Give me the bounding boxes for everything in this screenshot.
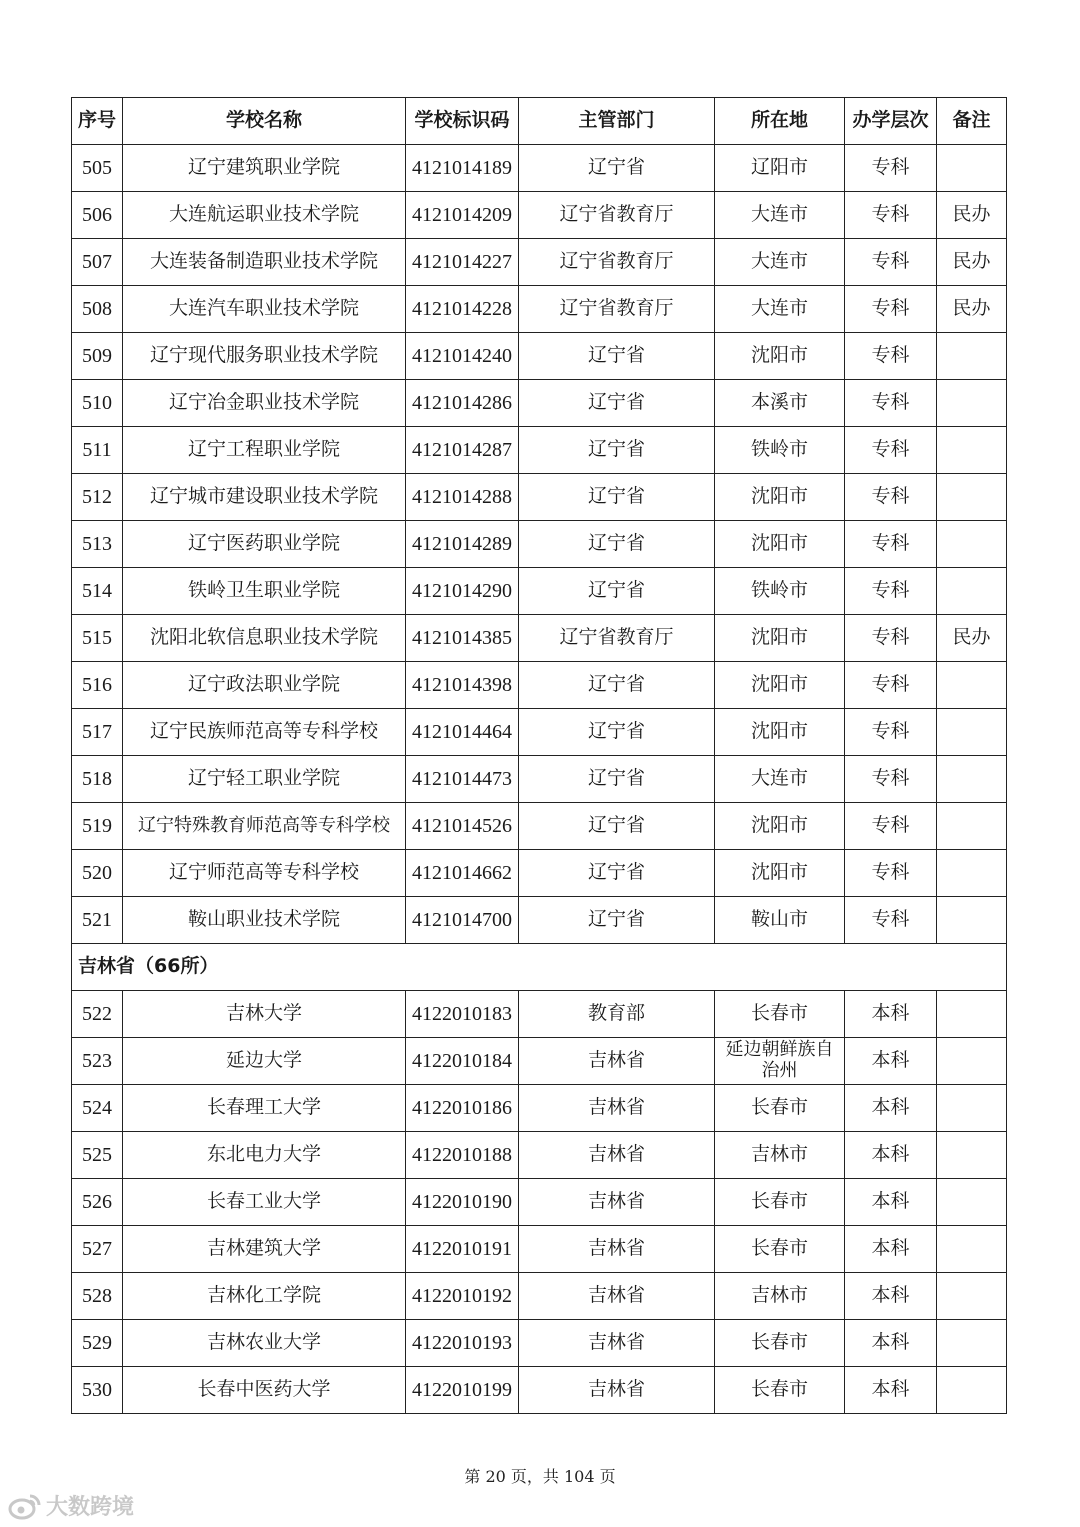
table-row (72, 662, 1007, 709)
cell-department: 辽宁省 (519, 897, 715, 944)
cell-seq: 514 (72, 568, 123, 615)
cell-school-name: 延边大学 (123, 1038, 406, 1085)
cell-school-name: 辽宁城市建设职业技术学院 (123, 474, 406, 521)
cell-department: 教育部 (519, 991, 715, 1038)
cell-school-name: 辽宁特殊教育师范高等专科学校 (123, 803, 406, 850)
cell-school-code: 4121014526 (406, 803, 519, 850)
cell-note (937, 1085, 1007, 1132)
table-row (72, 568, 1007, 615)
cell-school-code: 4122010190 (406, 1179, 519, 1226)
cell-school-code: 4121014290 (406, 568, 519, 615)
cell-location: 沈阳市 (715, 709, 845, 756)
table-row (72, 756, 1007, 803)
table-row (72, 897, 1007, 944)
cell-school-code: 4121014228 (406, 286, 519, 333)
table-header-row (72, 98, 1007, 145)
cell-level: 专科 (845, 239, 937, 286)
cell-level: 专科 (845, 850, 937, 897)
cell-level: 专科 (845, 380, 937, 427)
cell-seq: 508 (72, 286, 123, 333)
cell-department: 吉林省 (519, 1038, 715, 1085)
cell-school-code: 4122010186 (406, 1085, 519, 1132)
table-row (72, 1132, 1007, 1179)
cell-school-name: 辽宁工程职业学院 (123, 427, 406, 474)
cell-seq: 512 (72, 474, 123, 521)
cell-note (937, 803, 1007, 850)
cell-location: 沈阳市 (715, 474, 845, 521)
cell-location: 鞍山市 (715, 897, 845, 944)
cell-note (937, 850, 1007, 897)
cell-location: 铁岭市 (715, 568, 845, 615)
cell-department: 吉林省 (519, 1226, 715, 1273)
cell-seq: 507 (72, 239, 123, 286)
cell-school-code: 4121014189 (406, 145, 519, 192)
cell-location: 沈阳市 (715, 803, 845, 850)
table-row (72, 474, 1007, 521)
table-row (72, 380, 1007, 427)
cell-location: 大连市 (715, 239, 845, 286)
cell-location: 长春市 (715, 1320, 845, 1367)
cell-school-name: 铁岭卫生职业学院 (123, 568, 406, 615)
cell-note (937, 427, 1007, 474)
cell-level: 专科 (845, 333, 937, 380)
table-row (72, 192, 1007, 239)
table-row (72, 333, 1007, 380)
cell-department: 吉林省 (519, 1132, 715, 1179)
cell-seq: 505 (72, 145, 123, 192)
table-row (72, 1226, 1007, 1273)
cell-level: 专科 (845, 615, 937, 662)
header-location: 所在地 (715, 98, 845, 145)
cell-department: 辽宁省教育厅 (519, 286, 715, 333)
table-row (72, 1038, 1007, 1085)
cell-level: 本科 (845, 1320, 937, 1367)
cell-seq: 511 (72, 427, 123, 474)
table-row (72, 991, 1007, 1038)
cell-level: 专科 (845, 145, 937, 192)
cell-seq: 526 (72, 1179, 123, 1226)
cell-location: 长春市 (715, 1226, 845, 1273)
cell-department: 辽宁省教育厅 (519, 192, 715, 239)
cell-note (937, 991, 1007, 1038)
cell-seq: 510 (72, 380, 123, 427)
header-department: 主管部门 (519, 98, 715, 145)
cell-school-code: 4122010199 (406, 1367, 519, 1414)
cell-level: 专科 (845, 192, 937, 239)
cell-seq: 515 (72, 615, 123, 662)
cell-note: 民办 (937, 286, 1007, 333)
cell-department: 辽宁省 (519, 756, 715, 803)
cell-department: 吉林省 (519, 1179, 715, 1226)
header-seq: 序号 (72, 98, 123, 145)
cell-school-name: 吉林化工学院 (123, 1273, 406, 1320)
cell-school-name: 长春工业大学 (123, 1179, 406, 1226)
table-row (72, 145, 1007, 192)
cell-school-code: 4121014240 (406, 333, 519, 380)
cell-note: 民办 (937, 239, 1007, 286)
cell-level: 专科 (845, 568, 937, 615)
table-row (72, 521, 1007, 568)
cell-department: 辽宁省 (519, 333, 715, 380)
table-row (72, 850, 1007, 897)
jilin-rows (72, 991, 1007, 1414)
cell-school-code: 4121014287 (406, 427, 519, 474)
watermark (8, 1490, 134, 1521)
cell-location: 沈阳市 (715, 615, 845, 662)
table-row (72, 427, 1007, 474)
cell-seq: 521 (72, 897, 123, 944)
cell-level: 本科 (845, 1132, 937, 1179)
cell-location: 长春市 (715, 1367, 845, 1414)
cell-location: 大连市 (715, 192, 845, 239)
cell-school-name: 辽宁民族师范高等专科学校 (123, 709, 406, 756)
cell-school-name: 沈阳北软信息职业技术学院 (123, 615, 406, 662)
cell-location: 大连市 (715, 756, 845, 803)
cell-level: 本科 (845, 1226, 937, 1273)
cell-seq: 509 (72, 333, 123, 380)
header-level: 办学层次 (845, 98, 937, 145)
cell-school-name: 辽宁轻工职业学院 (123, 756, 406, 803)
section-row (72, 944, 1007, 991)
table-row (72, 286, 1007, 333)
cell-school-name: 鞍山职业技术学院 (123, 897, 406, 944)
cell-department: 辽宁省 (519, 474, 715, 521)
cell-seq: 527 (72, 1226, 123, 1273)
cell-note: 民办 (937, 192, 1007, 239)
header-school-name: 学校名称 (123, 98, 406, 145)
cell-school-code: 4121014473 (406, 756, 519, 803)
cell-school-code: 4122010191 (406, 1226, 519, 1273)
cell-location: 长春市 (715, 991, 845, 1038)
cell-level: 专科 (845, 662, 937, 709)
cell-note (937, 1320, 1007, 1367)
cell-location: 沈阳市 (715, 333, 845, 380)
cell-note (937, 568, 1007, 615)
cell-level: 专科 (845, 709, 937, 756)
cell-note (937, 333, 1007, 380)
table-row (72, 239, 1007, 286)
cell-school-name: 大连航运职业技术学院 (123, 192, 406, 239)
cell-level: 本科 (845, 1085, 937, 1132)
cell-note (937, 1038, 1007, 1085)
cell-department: 辽宁省 (519, 803, 715, 850)
cell-seq: 529 (72, 1320, 123, 1367)
table-row (72, 803, 1007, 850)
cell-location: 本溪市 (715, 380, 845, 427)
cell-school-code: 4121014700 (406, 897, 519, 944)
cell-school-code: 4121014398 (406, 662, 519, 709)
cell-level: 本科 (845, 991, 937, 1038)
cell-location: 吉林市 (715, 1273, 845, 1320)
liaoning-rows (72, 145, 1007, 944)
weibo-logo-icon (8, 1492, 42, 1520)
cell-location: 长春市 (715, 1179, 845, 1226)
cell-school-name: 吉林大学 (123, 991, 406, 1038)
cell-department: 辽宁省 (519, 380, 715, 427)
cell-seq: 525 (72, 1132, 123, 1179)
cell-school-name: 吉林农业大学 (123, 1320, 406, 1367)
cell-department: 吉林省 (519, 1320, 715, 1367)
cell-level: 专科 (845, 803, 937, 850)
section-title: 吉林省（66所） (72, 944, 1007, 991)
cell-location: 延边朝鲜族自治州 (715, 1038, 845, 1085)
table-row (72, 1367, 1007, 1414)
cell-seq: 524 (72, 1085, 123, 1132)
cell-note (937, 1367, 1007, 1414)
cell-level: 专科 (845, 521, 937, 568)
cell-note (937, 474, 1007, 521)
cell-school-code: 4122010183 (406, 991, 519, 1038)
cell-seq: 513 (72, 521, 123, 568)
cell-school-name: 吉林建筑大学 (123, 1226, 406, 1273)
cell-school-code: 4121014289 (406, 521, 519, 568)
cell-department: 吉林省 (519, 1367, 715, 1414)
cell-department: 辽宁省 (519, 662, 715, 709)
cell-school-code: 4121014209 (406, 192, 519, 239)
cell-department: 辽宁省 (519, 427, 715, 474)
table-row (72, 1320, 1007, 1367)
cell-level: 专科 (845, 427, 937, 474)
cell-note (937, 521, 1007, 568)
cell-department: 辽宁省 (519, 521, 715, 568)
cell-school-code: 4121014286 (406, 380, 519, 427)
cell-seq: 523 (72, 1038, 123, 1085)
cell-department: 辽宁省教育厅 (519, 615, 715, 662)
cell-school-code: 4121014288 (406, 474, 519, 521)
cell-school-name: 辽宁医药职业学院 (123, 521, 406, 568)
cell-school-code: 4122010193 (406, 1320, 519, 1367)
cell-school-name: 辽宁政法职业学院 (123, 662, 406, 709)
cell-location: 沈阳市 (715, 850, 845, 897)
cell-school-name: 辽宁师范高等专科学校 (123, 850, 406, 897)
cell-note (937, 709, 1007, 756)
cell-school-code: 4122010192 (406, 1273, 519, 1320)
cell-note (937, 662, 1007, 709)
cell-location: 沈阳市 (715, 521, 845, 568)
cell-school-name: 长春理工大学 (123, 1085, 406, 1132)
cell-level: 专科 (845, 474, 937, 521)
cell-location: 辽阳市 (715, 145, 845, 192)
cell-seq: 506 (72, 192, 123, 239)
cell-note (937, 1179, 1007, 1226)
cell-school-name: 大连汽车职业技术学院 (123, 286, 406, 333)
cell-department: 辽宁省 (519, 568, 715, 615)
cell-level: 专科 (845, 756, 937, 803)
table-row (72, 709, 1007, 756)
cell-note (937, 1132, 1007, 1179)
cell-school-code: 4121014227 (406, 239, 519, 286)
cell-school-name: 长春中医药大学 (123, 1367, 406, 1414)
table-row (72, 1179, 1007, 1226)
cell-department: 辽宁省教育厅 (519, 239, 715, 286)
cell-school-name: 辽宁冶金职业技术学院 (123, 380, 406, 427)
cell-location: 大连市 (715, 286, 845, 333)
cell-note (937, 897, 1007, 944)
cell-location: 沈阳市 (715, 662, 845, 709)
table-row (72, 1085, 1007, 1132)
cell-school-code: 4122010188 (406, 1132, 519, 1179)
cell-level: 本科 (845, 1273, 937, 1320)
cell-seq: 518 (72, 756, 123, 803)
cell-location: 吉林市 (715, 1132, 845, 1179)
cell-level: 专科 (845, 286, 937, 333)
cell-seq: 530 (72, 1367, 123, 1414)
school-list-table (71, 97, 1007, 1414)
cell-level: 专科 (845, 897, 937, 944)
cell-note: 民办 (937, 615, 1007, 662)
cell-school-code: 4122010184 (406, 1038, 519, 1085)
cell-school-name: 大连装备制造职业技术学院 (123, 239, 406, 286)
cell-location: 长春市 (715, 1085, 845, 1132)
cell-department: 辽宁省 (519, 709, 715, 756)
header-note: 备注 (937, 98, 1007, 145)
cell-seq: 528 (72, 1273, 123, 1320)
cell-school-code: 4121014662 (406, 850, 519, 897)
cell-level: 本科 (845, 1179, 937, 1226)
cell-seq: 522 (72, 991, 123, 1038)
cell-school-name: 辽宁现代服务职业技术学院 (123, 333, 406, 380)
cell-seq: 520 (72, 850, 123, 897)
cell-department: 吉林省 (519, 1273, 715, 1320)
cell-seq: 516 (72, 662, 123, 709)
table-row (72, 1273, 1007, 1320)
cell-level: 本科 (845, 1038, 937, 1085)
cell-note (937, 756, 1007, 803)
cell-seq: 517 (72, 709, 123, 756)
cell-note (937, 1273, 1007, 1320)
page-footer: 第 20 页，共 104 页 (464, 1467, 616, 1486)
cell-note (937, 1226, 1007, 1273)
table-row (72, 615, 1007, 662)
cell-note (937, 380, 1007, 427)
header-school-code: 学校标识码 (406, 98, 519, 145)
cell-school-name: 辽宁建筑职业学院 (123, 145, 406, 192)
cell-location: 铁岭市 (715, 427, 845, 474)
cell-department: 吉林省 (519, 1085, 715, 1132)
cell-school-code: 4121014464 (406, 709, 519, 756)
watermark-text: 大数跨境 (46, 1495, 135, 1520)
cell-level: 本科 (845, 1367, 937, 1414)
cell-department: 辽宁省 (519, 850, 715, 897)
cell-note (937, 145, 1007, 192)
cell-school-code: 4121014385 (406, 615, 519, 662)
cell-department: 辽宁省 (519, 145, 715, 192)
cell-school-name: 东北电力大学 (123, 1132, 406, 1179)
cell-seq: 519 (72, 803, 123, 850)
